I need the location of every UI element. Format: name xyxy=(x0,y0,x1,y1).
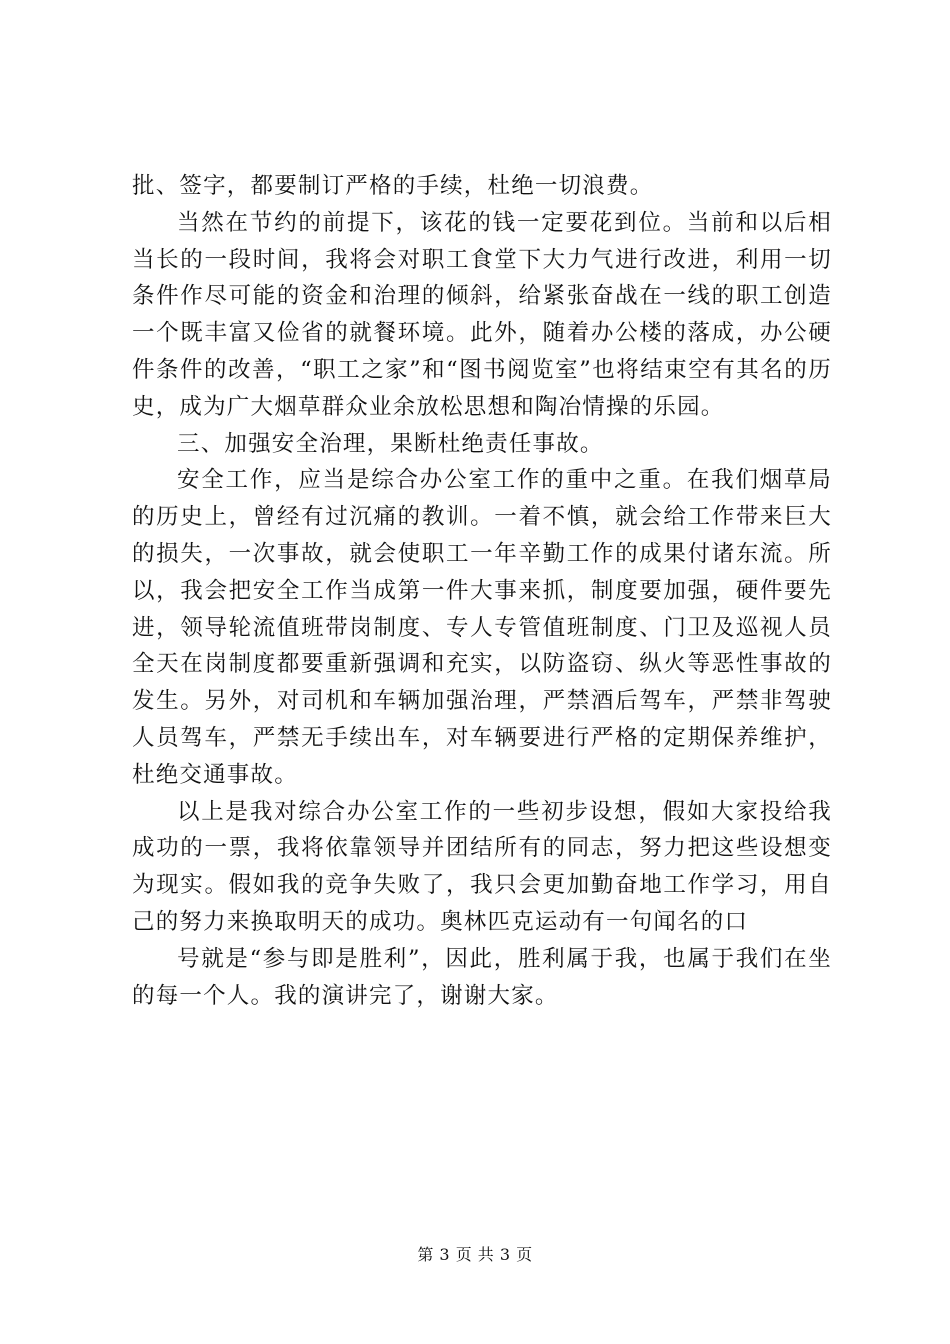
paragraph-4: 安全工作，应当是综合办公室工作的重中之重。在我们烟草局的历史上，曾经有过沉痛的教训。一着不慎，就会给工作带来巨大的损失，一次事故，就会使职工一年辛勤工作的成果付诸东流。所以，我会把安全工作当成第一件大事来抓，制度要加强，硬件要先进，领导轮流值班带岗制度、专人专管值班制度、门卫及巡视人员全天在岗制度都要重新强调和充实，以防盗窃、纵火等恶性事故的发生。另外，对司机和车辆加强治理，严禁酒后驾车，严禁非驾驶人员驾车，严禁无手续出车，对车辆要进行严格的定期保养维护，杜绝交通事故。 xyxy=(132,467,832,788)
paragraph-2: 当然在节约的前提下，该花的钱一定要花到位。当前和以后相当长的一段时间，我将会对职工食堂下大力气进行改进，利用一切条件作尽可能的资金和治理的倾斜，给紧张奋战在一线的职工创造一个既丰富又俭省的就餐环境。此外，随着办公楼的落成，办公硬件条件的改善，“职工之家”和“图书阅览室”也将结束空有其名的历史，成为广大烟草群众业余放松思想和陶冶情操的乐园。 xyxy=(132,209,832,420)
paragraph-1: 批、签字，都要制订严格的手续，杜绝一切浪费。 xyxy=(132,173,654,199)
page-number-footer: 第 3 页 共 3 页 xyxy=(417,1245,533,1264)
paragraph-6: 号就是“参与即是胜利”，因此，胜利属于我，也属于我们在坐的每一个人。我的演讲完了，谢谢大家。 xyxy=(132,945,832,1009)
document-body xyxy=(132,168,832,1014)
section-heading-3: 三、加强安全治理，果断杜绝责任事故。 xyxy=(177,430,604,457)
paragraph-5: 以上是我对综合办公室工作的一些初步设想，假如大家投给我成功的一票，我将依靠领导并团结所有的同志，努力把这些设想变为现实。假如我的竞争失败了，我只会更加勤奋地工作学习，用自己的努力来换取明天的成功。奥林匹克运动有一句闻名的口 xyxy=(132,798,832,935)
